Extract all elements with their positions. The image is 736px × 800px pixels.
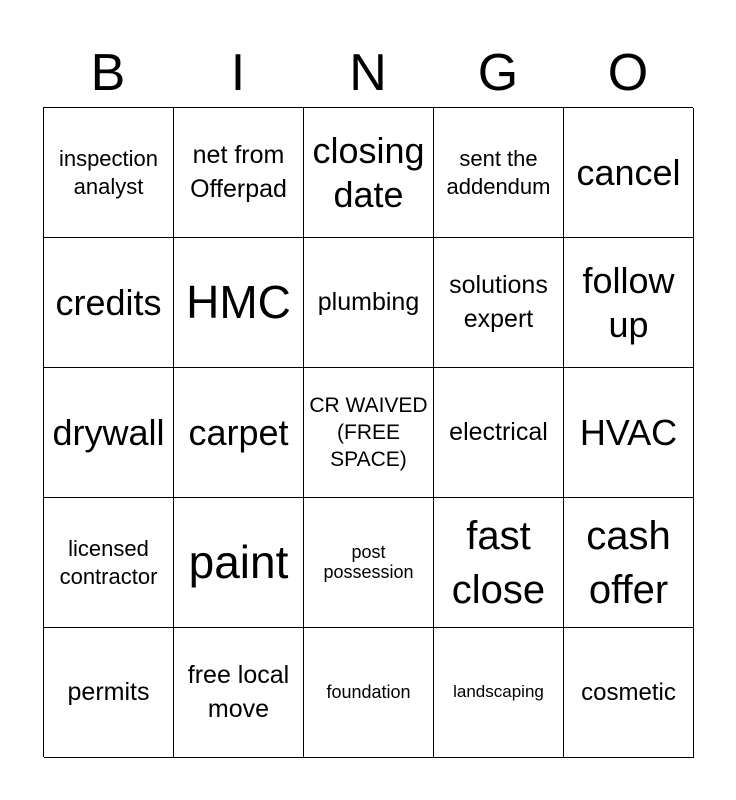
header-letter-g: G (477, 44, 519, 102)
bingo-cell-r3c1[interactable] (44, 368, 174, 498)
cell-text: licensed contractor (59, 536, 158, 589)
bingo-cell-r2c1[interactable] (44, 238, 174, 368)
bingo-cell-r3c4[interactable] (434, 368, 564, 498)
bingo-cell-r2c4[interactable] (434, 238, 564, 368)
bingo-cell-r1c3[interactable] (304, 108, 434, 238)
cell-text: carpet (188, 411, 289, 453)
header-letter-o: O (607, 44, 649, 102)
bingo-cell-r4c1[interactable] (44, 498, 174, 628)
cell-text: follow up (582, 260, 675, 345)
cell-text: sent the addendum (446, 146, 551, 199)
bingo-cell-r3c3[interactable] (304, 368, 434, 498)
cell-text: paint (188, 535, 289, 588)
bingo-cell-r1c1[interactable] (44, 108, 174, 238)
cell-text: free local move (187, 660, 290, 723)
cell-text: cash offer (586, 513, 671, 612)
cell-text: drywall (52, 411, 165, 453)
header-letter-i: I (230, 44, 246, 102)
bingo-cell-r5c5[interactable] (564, 628, 694, 758)
bingo-header (43, 40, 693, 106)
cell-text: foundation (326, 681, 411, 702)
header-letter-n: N (349, 44, 387, 102)
bingo-cell-r1c5[interactable] (564, 108, 694, 238)
bingo-cell-r5c1[interactable] (44, 628, 174, 758)
cell-text: landscaping (453, 682, 544, 702)
cell-text: credits (55, 281, 162, 323)
bingo-cell-r5c2[interactable] (174, 628, 304, 758)
cell-text: post possession (323, 541, 414, 582)
header-letter-b: B (90, 44, 126, 102)
bingo-cell-r2c3[interactable] (304, 238, 434, 368)
cell-text: cosmetic (581, 678, 676, 706)
cell-text: CR WAIVED (FREE SPACE) (309, 393, 428, 472)
bingo-board (43, 107, 693, 757)
bingo-cell-r5c4[interactable] (434, 628, 564, 758)
bingo-cell-r4c3[interactable] (304, 498, 434, 628)
bingo-cell-r1c2[interactable] (174, 108, 304, 238)
cell-text: cancel (576, 151, 681, 193)
cell-text: inspection analyst (58, 146, 159, 199)
bingo-cell-r2c2[interactable] (174, 238, 304, 368)
bingo-cell-r2c5[interactable] (564, 238, 694, 368)
cell-text: permits (67, 677, 150, 706)
bingo-cell-r1c4[interactable] (434, 108, 564, 238)
cell-text: HMC (186, 275, 291, 328)
bingo-cell-r4c4[interactable] (434, 498, 564, 628)
cell-text: net from Offerpad (190, 140, 287, 203)
bingo-cell-r3c2[interactable] (174, 368, 304, 498)
cell-text: closing date (312, 130, 425, 215)
bingo-cell-r4c2[interactable] (174, 498, 304, 628)
bingo-cell-r5c3[interactable] (304, 628, 434, 758)
cell-text: solutions expert (449, 270, 548, 333)
bingo-cell-r4c5[interactable] (564, 498, 694, 628)
cell-text: electrical (449, 417, 548, 446)
cell-text: fast close (451, 513, 546, 612)
cell-text: plumbing (317, 287, 420, 316)
cell-text: HVAC (579, 411, 678, 453)
bingo-cell-r3c5[interactable] (564, 368, 694, 498)
